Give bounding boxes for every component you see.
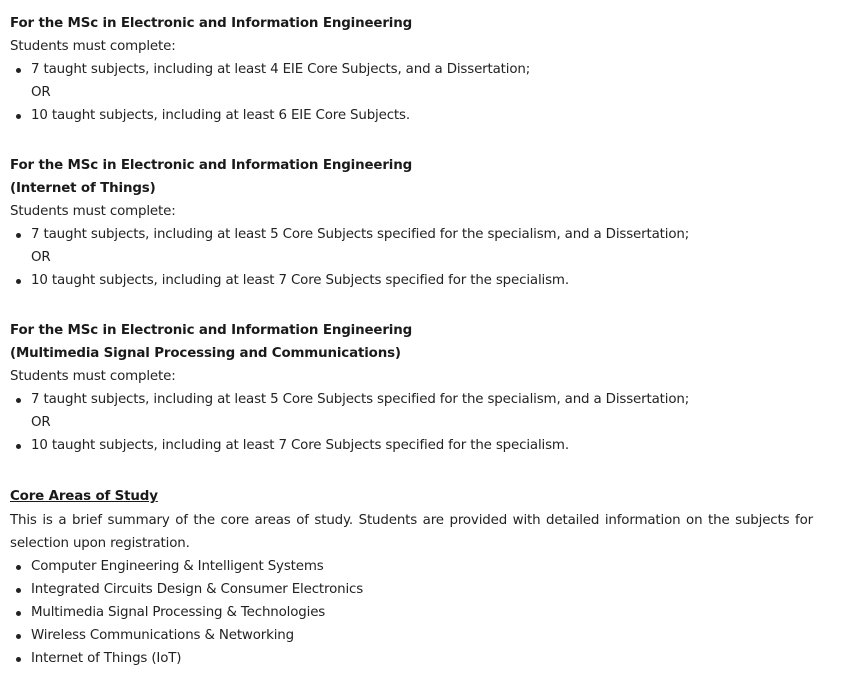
section-title: For the MSc in Electronic and Information Engineering [10,323,413,338]
section-title: For the MSc in Electronic and Information Engineering [10,16,413,31]
list-item-text: 7 taught subjects, including at least 4 EIE Core Subjects, and a Dissertation; [31,62,531,77]
bullet-icon [16,398,21,403]
section-intro: Students must complete: [10,369,176,384]
list-item [10,269,815,292]
list-item-text: Multimedia Signal Processing & Technologies [31,605,326,620]
list-item-text: 7 taught subjects, including at least 5 Core Subjects specified for the specialism, and a Dissertation; [31,392,690,407]
section-intro: Students must complete: [10,204,176,219]
or-separator: OR [31,250,51,265]
core-areas-section [10,484,815,670]
section-subtitle: (Multimedia Signal Processing and Communications) [10,346,401,361]
section-intro: Students must complete: [10,39,176,54]
list-item [10,388,815,411]
list-item [10,434,815,457]
bullet-icon [16,444,21,449]
list-item-text: Computer Engineering & Intelligent Systems [31,559,324,574]
section-subtitle: (Internet of Things) [10,181,156,196]
list-item [10,223,815,246]
list-item-text: Internet of Things (IoT) [31,651,182,666]
bullet-icon [16,279,21,284]
list-item-text: Integrated Circuits Design & Consumer Electronics [31,582,364,597]
list-item-text: 10 taught subjects, including at least 7 Core Subjects specified for the specialism. [31,273,569,288]
bullet-icon [16,657,21,662]
list-item [10,58,815,81]
list-item [10,601,815,624]
bullet-icon [16,634,21,639]
or-separator: OR [31,415,51,430]
list-item-text: Wireless Communications & Networking [31,628,294,643]
bullet-icon [16,588,21,593]
list-item [10,104,815,127]
list-item [10,578,815,601]
or-separator: OR [31,85,51,100]
list-item [10,624,815,647]
requirements-section-eie [10,12,815,127]
bullet-icon [16,611,21,616]
core-areas-summary: This is a brief summary of the core areas of study. Students are provided with detailed information on the subjects for selection upon registration. [10,513,813,551]
list-item [10,555,815,578]
list-item-text: 10 taught subjects, including at least 7 Core Subjects specified for the specialism. [31,438,569,453]
bullet-icon [16,565,21,570]
bullet-icon [16,68,21,73]
bullet-icon [16,233,21,238]
requirements-section-multimedia [10,319,815,457]
list-item-text: 10 taught subjects, including at least 6 EIE Core Subjects. [31,108,410,123]
bullet-icon [16,114,21,119]
list-item [10,647,815,670]
requirements-section-iot [10,154,815,292]
section-title: For the MSc in Electronic and Information Engineering [10,158,413,173]
core-areas-heading: Core Areas of Study [10,489,158,504]
list-item-text: 7 taught subjects, including at least 5 Core Subjects specified for the specialism, and a Dissertation; [31,227,690,242]
